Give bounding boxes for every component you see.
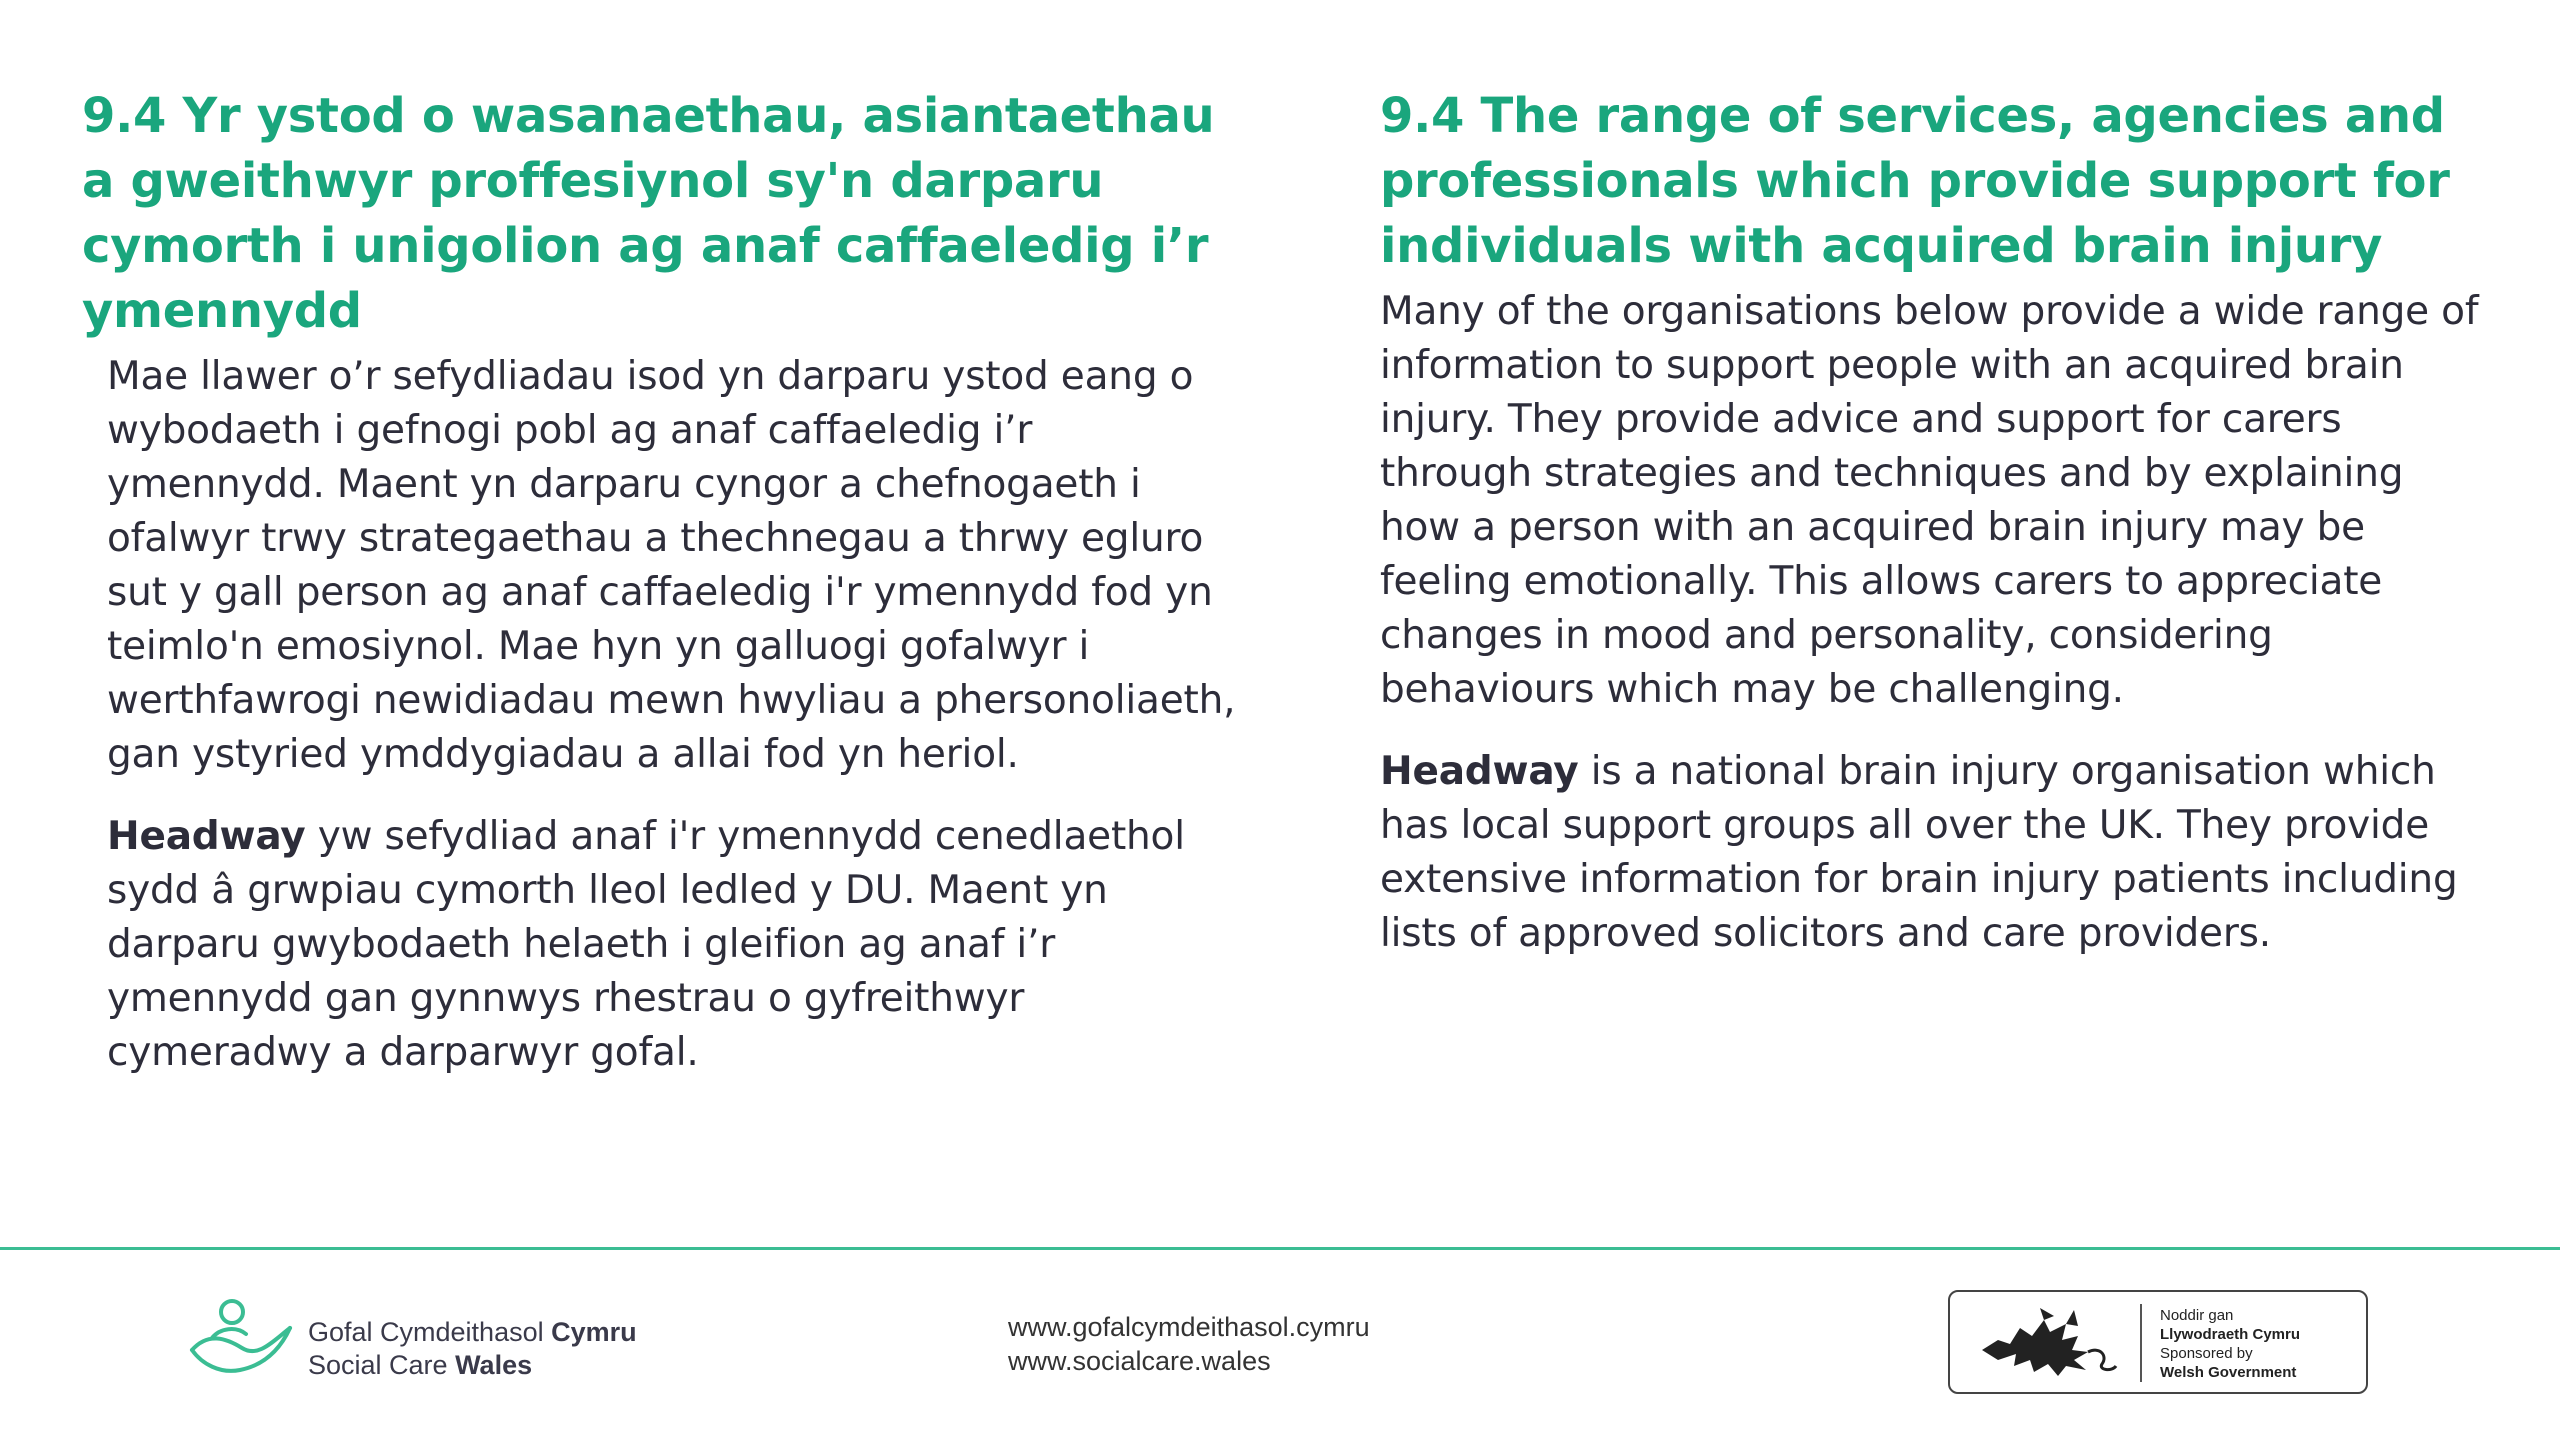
footer-divider [0, 1247, 2560, 1250]
welsh-body [82, 350, 1242, 1080]
badge-separator [2140, 1304, 2142, 1382]
brand-english-regular: Social Care [308, 1350, 456, 1380]
url-english-link[interactable]: www.socialcare.wales [1008, 1346, 1271, 1376]
brand-welsh-bold: Cymru [551, 1317, 637, 1347]
social-care-wales-emblem-icon [186, 1298, 298, 1382]
sponsor-english-label: Sponsored by [2160, 1345, 2253, 1362]
english-heading: 9.4 The range of services, agencies and professionals which provide support for individuals with acquired brain injury [1380, 88, 2450, 274]
headway-bold-english: Headway [1380, 749, 1579, 794]
social-care-wales-logo [186, 1298, 746, 1382]
brand-english-bold: Wales [455, 1350, 533, 1380]
welsh-column [82, 84, 1242, 1080]
welsh-dragon-icon [1974, 1306, 2124, 1382]
english-paragraph-2 [1380, 745, 2490, 961]
english-column [1380, 84, 2490, 961]
welsh-paragraph-2 [107, 810, 1242, 1080]
welsh-government-badge [1948, 1290, 2368, 1394]
brand-name [308, 1316, 637, 1382]
english-paragraph-2-text: is a national brain injury organisation which has local support groups all over the UK. They provide extensive information for brain injury patients including lists of approved solicitors and care providers. [1380, 749, 2458, 956]
footer-urls [1008, 1310, 1370, 1378]
welsh-paragraph-1: Mae llawer o’r sefydliadau isod yn darparu ystod eang o wybodaeth i gefnogi pobl ag anaf caffaeledig i’r ymennydd. Maent yn darparu cyngor a chefnogaeth i ofalwyr trwy strategaethau a thechnegau a thrwy egluro sut y gall person ag anaf caffaeledig i'r ymennydd fod yn teimlo'n emosiynol. Mae hyn yn galluogi gofalwyr i werthfawrogi newidiadau mewn hwyliau a phersonoliaeth, gan ystyried ymddygiadau a allai fod yn heriol. [107, 354, 1236, 777]
headway-bold-welsh: Headway [107, 814, 306, 859]
government-sponsor-text [2160, 1306, 2300, 1382]
english-paragraph-1: Many of the organisations below provide a wide range of information to support people with an acquired brain injury. They provide advice and support for carers through strategies and techniques and by explaining how a person with an acquired brain injury may be feeling emotionally. This allows carers to appreciate changes in mood and personality, considering behaviours which may be challenging. [1380, 289, 2479, 712]
brand-welsh-regular: Gofal Cymdeithasol [308, 1317, 552, 1347]
url-welsh-link[interactable]: www.gofalcymdeithasol.cymru [1008, 1312, 1370, 1342]
welsh-paragraph-2-text: yw sefydliad anaf i'r ymennydd cenedlaethol sydd â grwpiau cymorth lleol ledled y DU. Maent yn darparu gwybodaeth helaeth i gleifion ag anaf i’r ymennydd gan gynnwys rhestrau o gyfreithwyr cymeradwy a darparwyr gofal. [107, 814, 1185, 1075]
sponsor-english-name: Welsh Government [2160, 1364, 2297, 1381]
welsh-heading: 9.4 Yr ystod o wasanaethau, asiantaethau a gweithwyr proffesiynol sy'n darparu cymorth i unigolion ag anaf caffaeledig i’r ymennydd [82, 88, 1215, 339]
sponsor-welsh-name: Llywodraeth Cymru [2160, 1326, 2301, 1343]
sponsor-welsh-label: Noddir gan [2160, 1307, 2234, 1324]
